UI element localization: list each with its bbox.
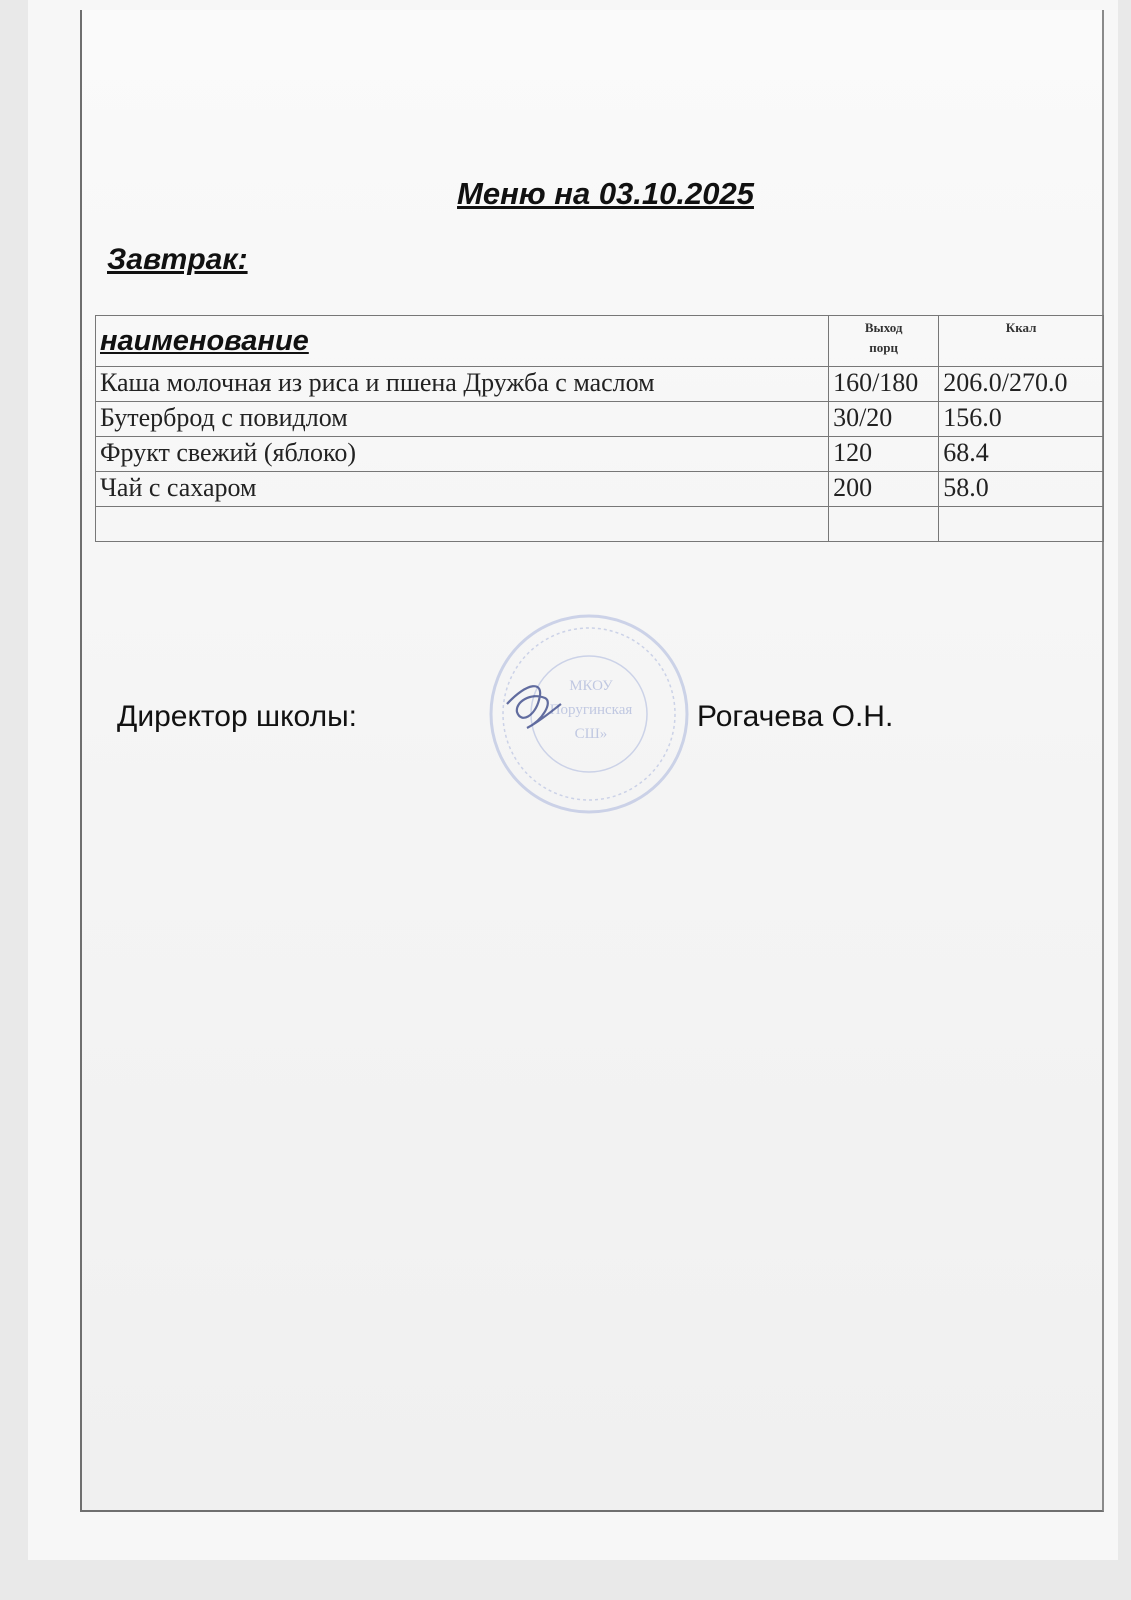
dish-name: Фрукт свежий (яблоко) [96,437,829,472]
portion [829,507,939,542]
portion: 160/180 [829,367,939,402]
menu-table [95,315,1104,542]
director-name: Рогачева О.Н. [697,700,894,733]
table-row [96,367,1104,402]
dish-name: Каша молочная из риса и пшена Дружба с маслом [96,367,829,402]
menu-title: Меню на 03.10.2025 [457,176,754,211]
school-stamp [487,612,692,817]
stamp-line: МКОУ [569,678,613,694]
dish-name [96,507,829,542]
signature-label: Директор школы: [117,700,357,733]
stamp-line: СШ» [574,726,608,742]
portion: 120 [829,437,939,472]
dish-name: Бутерброд с повидлом [96,402,829,437]
table-row [96,437,1104,472]
portion: 200 [829,472,939,507]
header-portion: Выход порц [829,316,939,367]
kcal: 68.4 [939,437,1104,472]
header-name: наименование [96,316,829,367]
table-row [96,472,1104,507]
portion: 30/20 [829,402,939,437]
header-kcal: Ккал [939,316,1104,367]
table-header-row [96,316,1104,367]
stamp-line: Поругинская [549,702,633,718]
table-row-empty [96,507,1104,542]
table-row [96,402,1104,437]
kcal: 206.0/270.0 [939,367,1104,402]
kcal: 58.0 [939,472,1104,507]
meal-heading: Завтрак: [107,243,248,276]
kcal [939,507,1104,542]
dish-name: Чай с сахаром [96,472,829,507]
kcal: 156.0 [939,402,1104,437]
